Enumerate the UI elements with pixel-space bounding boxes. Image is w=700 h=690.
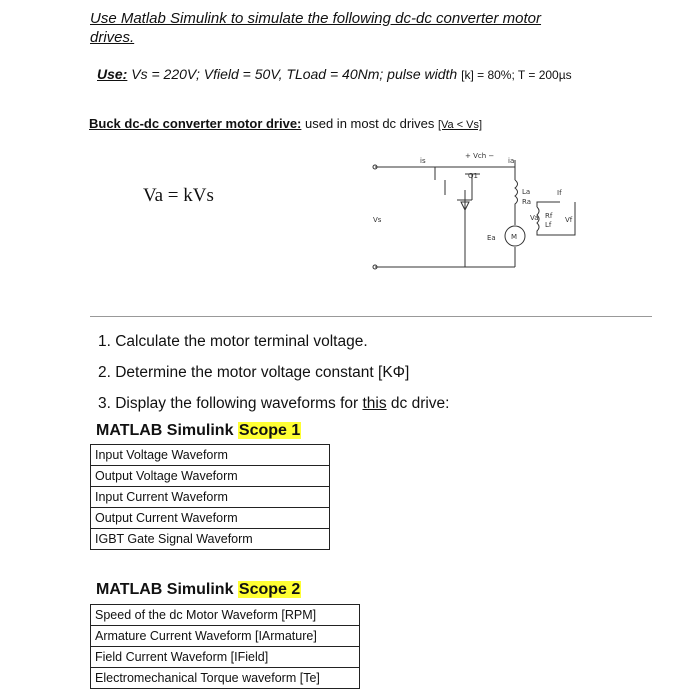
task-item-3: 3. Display the following waveforms for this dc drive: <box>98 395 450 412</box>
buck-text: used in most dc drives <box>301 116 438 131</box>
buck-label: Buck dc-dc converter motor drive: <box>89 116 302 131</box>
buck-condition: [Va < Vs] <box>437 119 483 131</box>
label-la: La <box>522 188 531 196</box>
label-ia: ia <box>508 157 515 165</box>
divider <box>90 316 652 317</box>
label-if: If <box>557 189 562 197</box>
label-vf: Vf <box>565 216 573 224</box>
label-lf: Lf <box>545 221 552 229</box>
label-ra: Ra <box>522 198 531 206</box>
scope2-row: Electromechanical Torque waveform [Te] <box>91 668 360 689</box>
task-item-1: 1. Calculate the motor terminal voltage. <box>98 333 368 350</box>
label-q1: Q1 <box>468 172 478 180</box>
scope1-row: IGBT Gate Signal Waveform <box>91 529 330 550</box>
title-line-2: drives. <box>90 29 135 46</box>
use-label: Use: <box>97 66 128 82</box>
use-params: Vs = 220V; Vfield = 50V, TLoad = 40Nm; pulse width <box>131 66 458 82</box>
scope1-row: Input Voltage Waveform <box>91 445 330 466</box>
label-motor: M <box>511 233 518 241</box>
label-va: Va <box>530 214 539 222</box>
label-ea: Ea <box>487 234 496 242</box>
scope1-row: Input Current Waveform <box>91 487 330 508</box>
label-rf: Rf <box>545 212 553 220</box>
formula: Va = kVs <box>143 185 214 206</box>
use-extra: [k] = 80%; T = 200µs <box>461 68 572 82</box>
scope2-row: Field Current Waveform [IField] <box>91 647 360 668</box>
scope1-table <box>90 444 330 550</box>
scope2-row: Speed of the dc Motor Waveform [RPM] <box>91 605 360 626</box>
scope2-table <box>90 604 360 689</box>
label-is: is <box>420 157 426 165</box>
title-line-1: Use Matlab Simulink to simulate the following dc-dc converter motor <box>90 10 542 27</box>
scope1-row: Output Current Waveform <box>91 508 330 529</box>
use-parameters <box>97 66 572 82</box>
task-list <box>98 326 449 419</box>
label-vch: + Vch − <box>465 152 495 160</box>
scope1-title: MATLAB Simulink Scope 1 <box>96 422 301 439</box>
buck-description <box>89 116 482 131</box>
scope2-row: Armature Current Waveform [IArmature] <box>91 626 360 647</box>
scope2-name: Scope 2 <box>238 581 301 598</box>
scope2-title: MATLAB Simulink Scope 2 <box>96 581 301 598</box>
buck-converter-circuit-diagram <box>365 150 595 275</box>
task-item-2: 2. Determine the motor voltage constant [KΦ] <box>98 364 410 381</box>
label-vs: Vs <box>373 216 382 224</box>
scope1-row: Output Voltage Waveform <box>91 466 330 487</box>
scope1-name: Scope 1 <box>238 422 301 439</box>
